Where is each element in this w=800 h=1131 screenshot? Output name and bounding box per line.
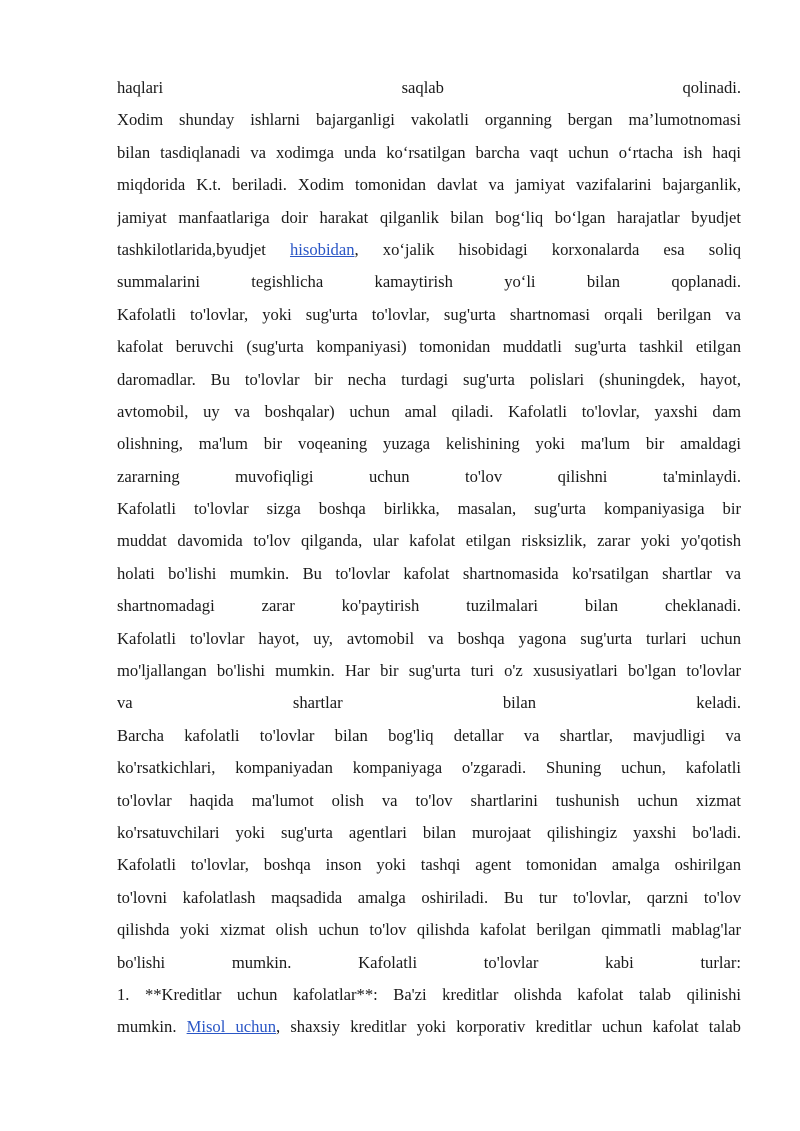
text-line: qilishda yoki xizmat olish uchun to'lov qilishda kafolat berilgan qimmatli mablag'lar: [117, 920, 741, 940]
text-line: [117, 1011, 741, 1043]
text-line: zararning muvofiqligi uchun to'lov qilishni ta'minlaydi.: [117, 466, 741, 486]
text-line: Kafolatli to'lovlar sizga boshqa birlikka, masalan, sug'urta kompaniyasiga bir: [117, 499, 741, 519]
text-line: ko'rsatuvchilari yoki sug'urta agentlari bilan murojaat qilishingiz yaxshi bo'ladi.: [117, 822, 741, 842]
document-page: [117, 72, 741, 1044]
text-line: Xodim shunday ishlarni bajarganligi vakolatli organning bergan ma’lumotnomasi: [117, 110, 741, 130]
text-line: to'lovlar haqida ma'lumot olish va to'lov shartlarini tushunish uchun xizmat: [117, 790, 741, 810]
text-line: holati bo'lishi mumkin. Bu to'lovlar kafolat shartnomasida ko'rsatilgan shartlar va: [117, 563, 741, 583]
text-line: shartnomadagi zarar ko'paytirish tuzilmalari bilan cheklanadi.: [117, 596, 741, 616]
text-line: to'lovni kafolatlash maqsadida amalga oshiriladi. Bu tur to'lovlar, qarzni to'lov: [117, 887, 741, 907]
text-line: avtomobil, uy va boshqalar) uchun amal qiladi. Kafolatli to'lovlar, yaxshi dam: [117, 401, 741, 421]
text-segment: , xo‘jalik hisobidagi korxonalarda esa soliq: [354, 239, 741, 259]
text-line: 1. **Kreditlar uchun kafolatlar**: Ba'zi kreditlar olishda kafolat talab qilinishi: [117, 984, 741, 1004]
inline-link[interactable]: hisobidan: [289, 239, 355, 259]
text-line: jamiyat manfaatlariga doir harakat qilganlik bilan bog‘liq bo‘lgan harajatlar byudjet: [117, 207, 741, 227]
text-segment: , shaxsiy kreditlar yoki korporativ kreditlar uchun kafolat talab: [276, 1017, 741, 1037]
text-segment: mumkin.: [117, 1017, 187, 1037]
text-line: [117, 234, 741, 266]
text-line: bo'lishi mumkin. Kafolatli to'lovlar kabi turlar:: [117, 952, 741, 972]
text-segment: tashkilotlarida,byudjet: [117, 239, 290, 259]
text-line: miqdorida K.t. beriladi. Xodim tomonidan davlat va jamiyat vazifalarini bajarganlik,: [117, 175, 741, 195]
text-line: Kafolatli to'lovlar hayot, uy, avtomobil va boshqa yagona sug'urta turlari uchun: [117, 628, 741, 648]
text-line: olishning, ma'lum bir voqeaning yuzaga kelishining yoki ma'lum bir amaldagi: [117, 434, 741, 454]
inline-link[interactable]: Misol uchun: [186, 1017, 277, 1037]
text-line: muddat davomida to'lov qilganda, ular kafolat etilgan risksizlik, zarar yoki yo'qotish: [117, 531, 741, 551]
text-line: daromadlar. Bu to'lovlar bir necha turdagi sug'urta polislari (shuningdek, hayot,: [117, 369, 741, 389]
text-line: ko'rsatkichlari, kompaniyadan kompaniyaga o'zgaradi. Shuning uchun, kafolatli: [117, 758, 741, 778]
text-line: kafolat beruvchi (sug'urta kompaniyasi) tomonidan muddatli sug'urta tashkil etilgan: [117, 337, 741, 357]
text-line: Kafolatli to'lovlar, yoki sug'urta to'lovlar, sug'urta shartnomasi orqali berilgan va: [117, 304, 741, 324]
text-line: mo'ljallangan bo'lishi mumkin. Har bir sug'urta turi o'z xususiyatlari bo'lgan to'lovlar: [117, 661, 741, 681]
text-line: haqlari saqlab qolinadi.: [117, 78, 741, 97]
text-line: va shartlar bilan keladi.: [117, 693, 741, 713]
text-line: Kafolatli to'lovlar, boshqa inson yoki tashqi agent tomonidan amalga oshirilgan: [117, 855, 741, 875]
text-line: Barcha kafolatli to'lovlar bilan bog'liq detallar va shartlar, mavjudligi va: [117, 725, 741, 745]
text-line: bilan tasdiqlanadi va xodimga unda ko‘rsatilgan barcha vaqt uchun o‘rtacha ish haqi: [117, 142, 741, 162]
text-line: summalarini tegishlicha kamaytirish yo‘li bilan qoplanadi.: [117, 272, 741, 292]
